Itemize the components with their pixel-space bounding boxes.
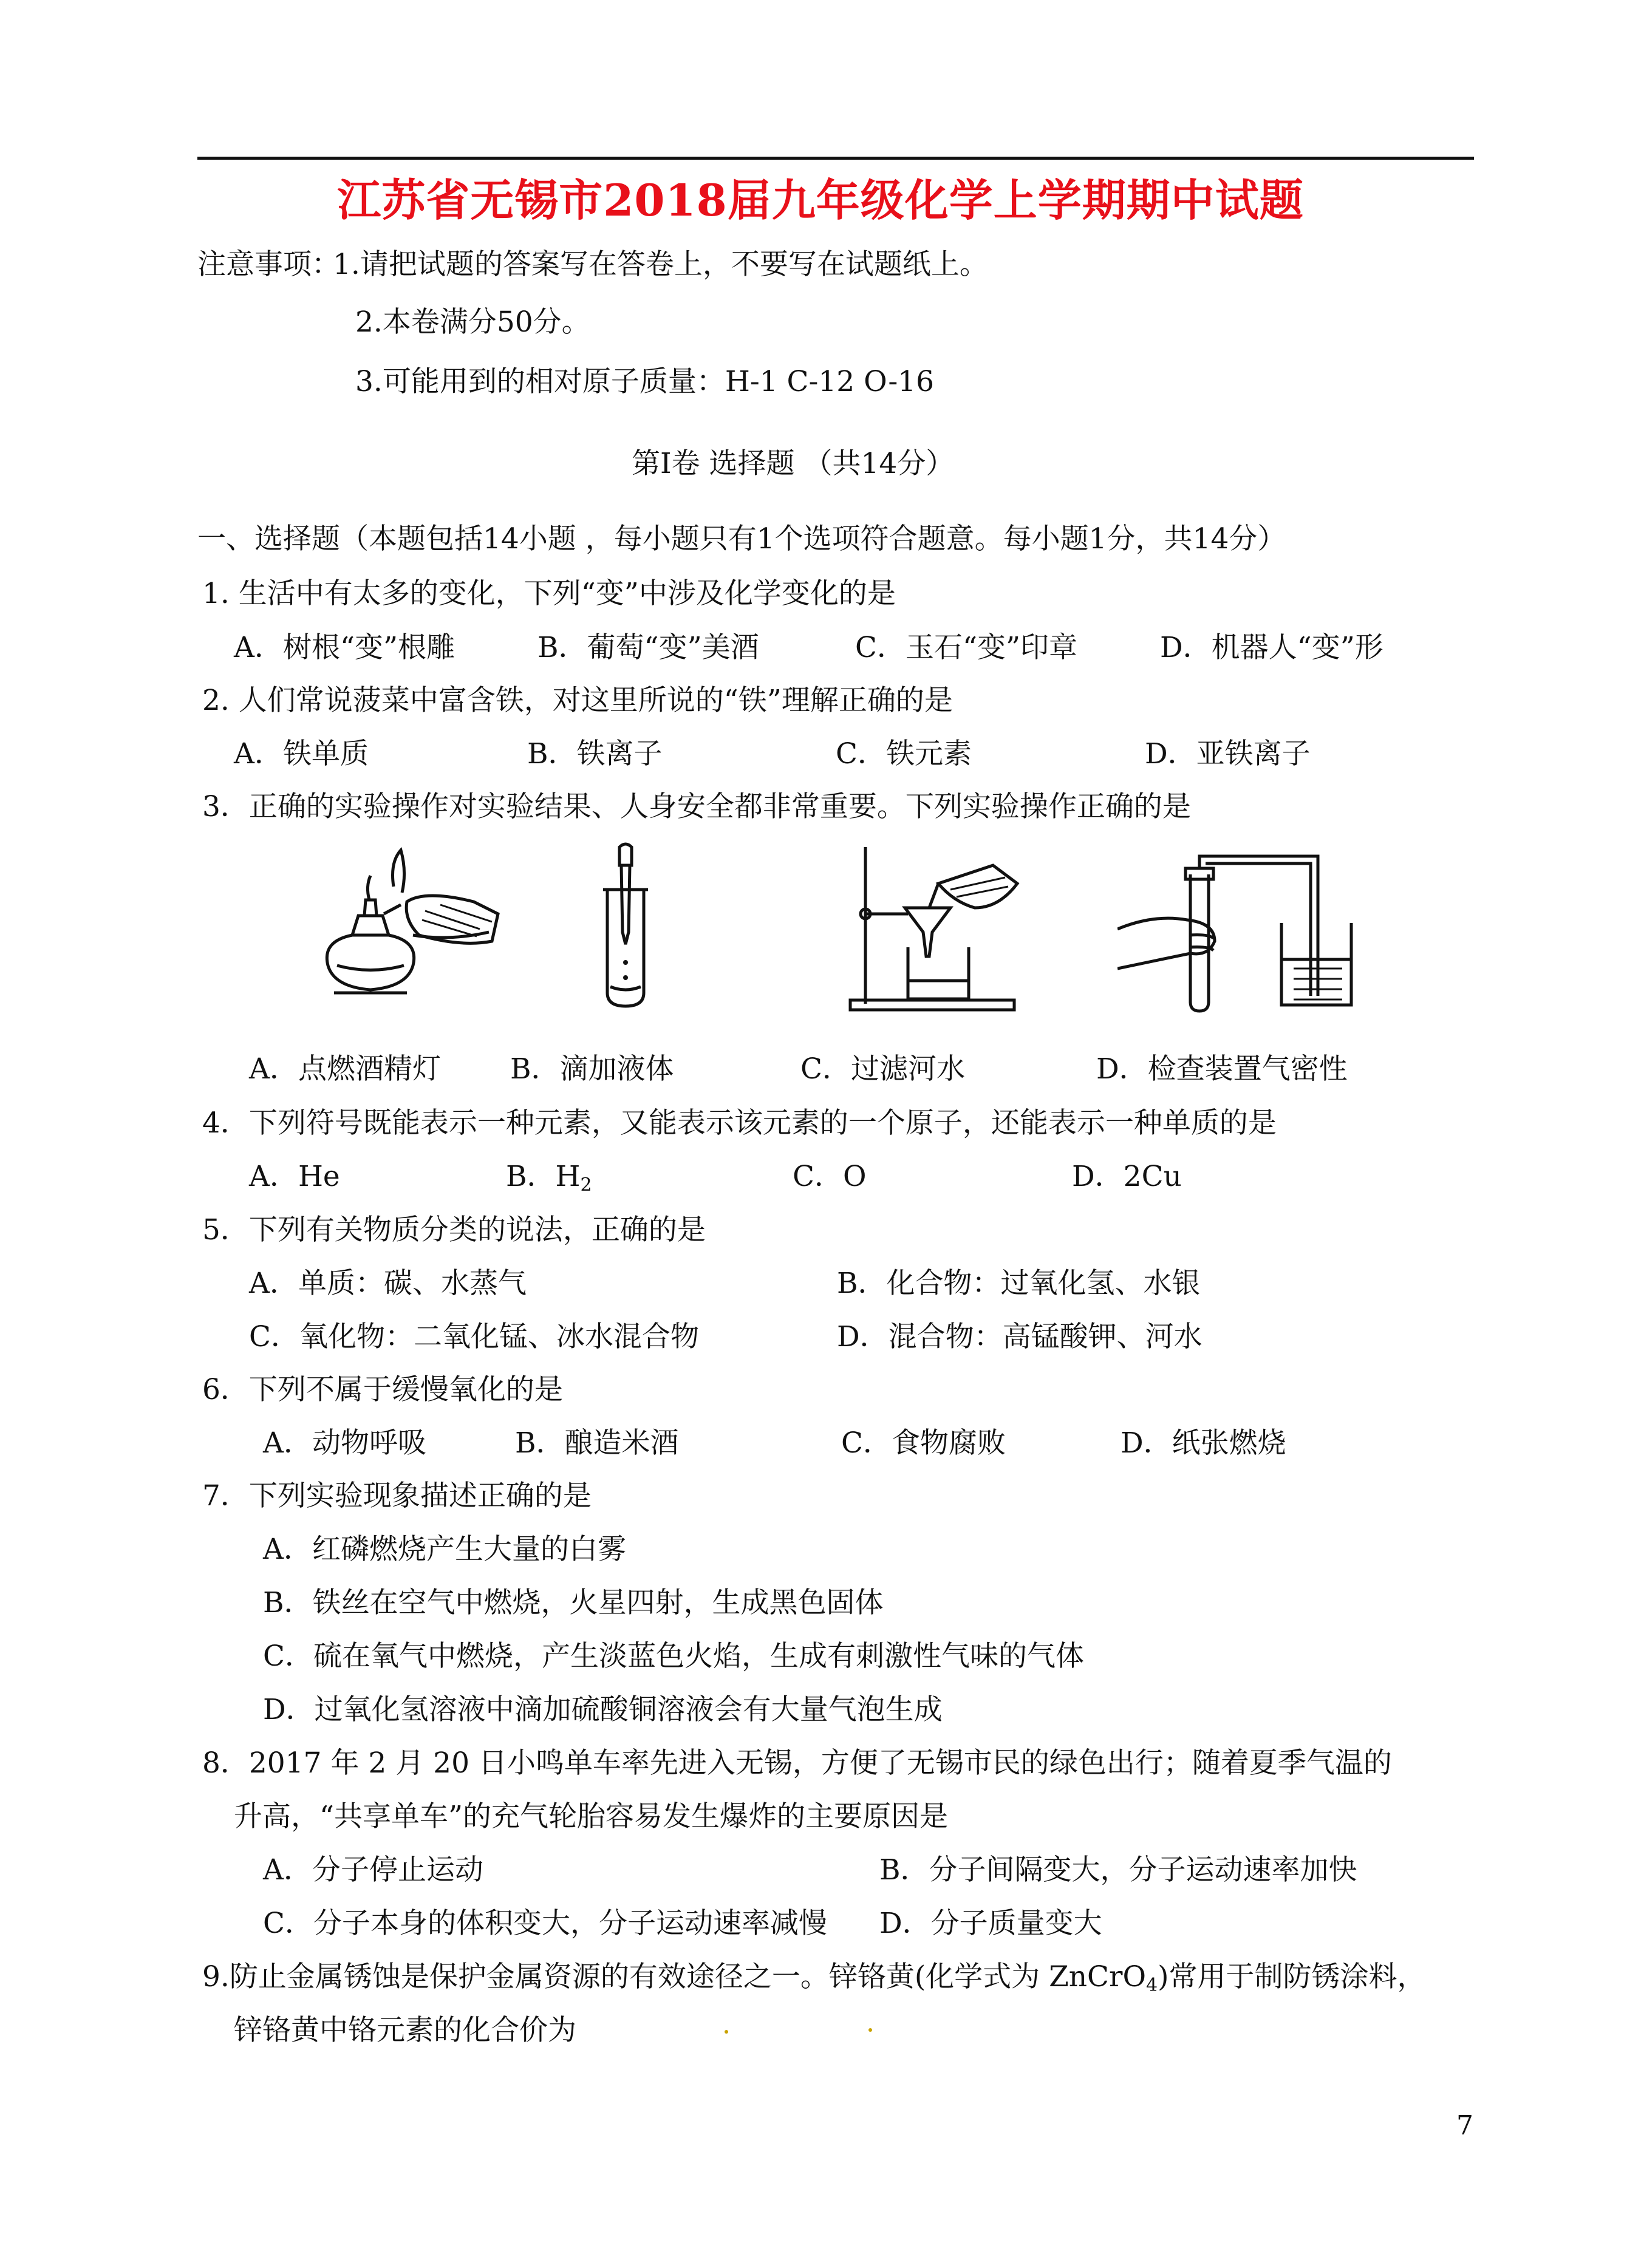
stray-mark <box>868 2028 872 2032</box>
stem-text: 9.防止金属锈蚀是保护金属资源的有效途径之一。锌铬黄(化学式为 ZnCrO <box>202 1960 1147 1994</box>
stray-mark <box>725 2030 728 2034</box>
question-stem: 升高，“共享单车”的充气轮胎容易发生爆炸的主要原因是 <box>234 1800 949 1833</box>
option: D．分子质量变大 <box>879 1907 1102 1940</box>
option-text: B．H <box>506 1160 581 1193</box>
option: A．树根“变”根雕 <box>234 631 455 664</box>
option: C．铁元素 <box>836 737 972 771</box>
option: C．硫在氧气中燃烧，产生淡蓝色火焰，生成有刺激性气味的气体 <box>263 1640 1084 1673</box>
section-header: 第Ⅰ卷 选择题 （共14分） <box>632 447 955 480</box>
stem-text: )常用于制防锈涂料， <box>1158 1960 1426 1994</box>
option: D．亚铁离子 <box>1145 737 1311 771</box>
question-stem: 8．2017 年 2 月 20 日小鸣单车率先进入无锡，方便了无锡市民的绿色出行；随着夏季气温的 <box>202 1746 1392 1780</box>
option: A．单质：碳、水蒸气 <box>249 1267 527 1300</box>
option: C．氧化物：二氧化锰、冰水混合物 <box>249 1320 699 1354</box>
question-stem: 4．下列符号既能表示一种元素，又能表示该元素的一个原子，还能表示一种单质的是 <box>202 1106 1277 1140</box>
question-stem <box>202 1960 1426 1996</box>
option: A．点燃酒精灯 <box>249 1052 441 1086</box>
option: D．纸张燃烧 <box>1121 1426 1286 1460</box>
option: D．混合物：高锰酸钾、河水 <box>837 1320 1203 1354</box>
option: B．滴加液体 <box>510 1052 674 1086</box>
option: C．食物腐败 <box>841 1426 1006 1460</box>
option <box>506 1160 592 1196</box>
option: B．化合物：过氧化氢、水银 <box>837 1267 1201 1300</box>
question-stem: 6．下列不属于缓慢氧化的是 <box>202 1373 563 1406</box>
question-stem: 锌铬黄中铬元素的化合价为 <box>234 2014 576 2047</box>
alcohol-lamp-figure <box>316 844 510 1008</box>
page-title: 江苏省无锡市2018届九年级化学上学期期中试题 <box>337 174 1304 226</box>
question-stem: 2. 人们常说菠菜中富含铁，对这里所说的“铁”理解正确的是 <box>202 684 953 717</box>
part-title: 一、选择题（本题包括14小题 ，每小题只有1个选项符合题意。每小题1分，共14分） <box>197 522 1286 556</box>
option: A．He <box>249 1160 340 1193</box>
question-stem: 1. 生活中有太多的变化，下列“变”中涉及化学变化的是 <box>202 577 896 610</box>
dropper-figure <box>592 841 659 1011</box>
option: C．玉石“变”印章 <box>855 631 1078 664</box>
option: D．2Cu <box>1072 1160 1182 1193</box>
option: B．葡萄“变”美酒 <box>537 631 759 664</box>
option: D．机器人“变”形 <box>1160 631 1383 664</box>
note-item: 1.请把试题的答案写在答卷上，不要写在试题纸上。 <box>333 248 988 281</box>
page-number: 7 <box>1456 2110 1473 2141</box>
notes-label: 注意事项： <box>197 248 340 281</box>
option: C．过滤河水 <box>800 1052 965 1086</box>
question-stem: 7．下列实验现象描述正确的是 <box>202 1479 592 1513</box>
option: A．铁单质 <box>234 737 369 771</box>
option: B．分子间隔变大，分子运动速率加快 <box>879 1853 1357 1887</box>
option: B．铁离子 <box>527 737 663 771</box>
option: A．动物呼吸 <box>263 1426 426 1460</box>
question-stem: 3．正确的实验操作对实验结果、人身安全都非常重要。下列实验操作正确的是 <box>202 790 1191 823</box>
note-item: 3.可能用到的相对原子质量：H-1 C-12 O-16 <box>355 365 935 398</box>
subscript: 2 <box>580 1174 592 1196</box>
option: A．分子停止运动 <box>263 1853 483 1887</box>
header-rule <box>197 157 1474 160</box>
option: B．酿造米酒 <box>515 1426 679 1460</box>
subscript: 4 <box>1146 1975 1158 1996</box>
option: C．分子本身的体积变大，分子运动速率减慢 <box>263 1907 827 1940</box>
note-item: 2.本卷满分50分。 <box>355 305 590 339</box>
option: C．O <box>793 1160 867 1193</box>
filtration-figure <box>847 841 1042 1014</box>
option: D．过氧化氢溶液中滴加硫酸铜溶液会有大量气泡生成 <box>263 1693 943 1726</box>
question-stem: 5．下列有关物质分类的说法，正确的是 <box>202 1213 706 1247</box>
airtightness-figure <box>1117 850 1366 1014</box>
option: B．铁丝在空气中燃烧，火星四射，生成黑色固体 <box>263 1586 884 1619</box>
option: A．红磷燃烧产生大量的白雾 <box>263 1533 626 1566</box>
option: D．检查装置气密性 <box>1096 1052 1348 1086</box>
